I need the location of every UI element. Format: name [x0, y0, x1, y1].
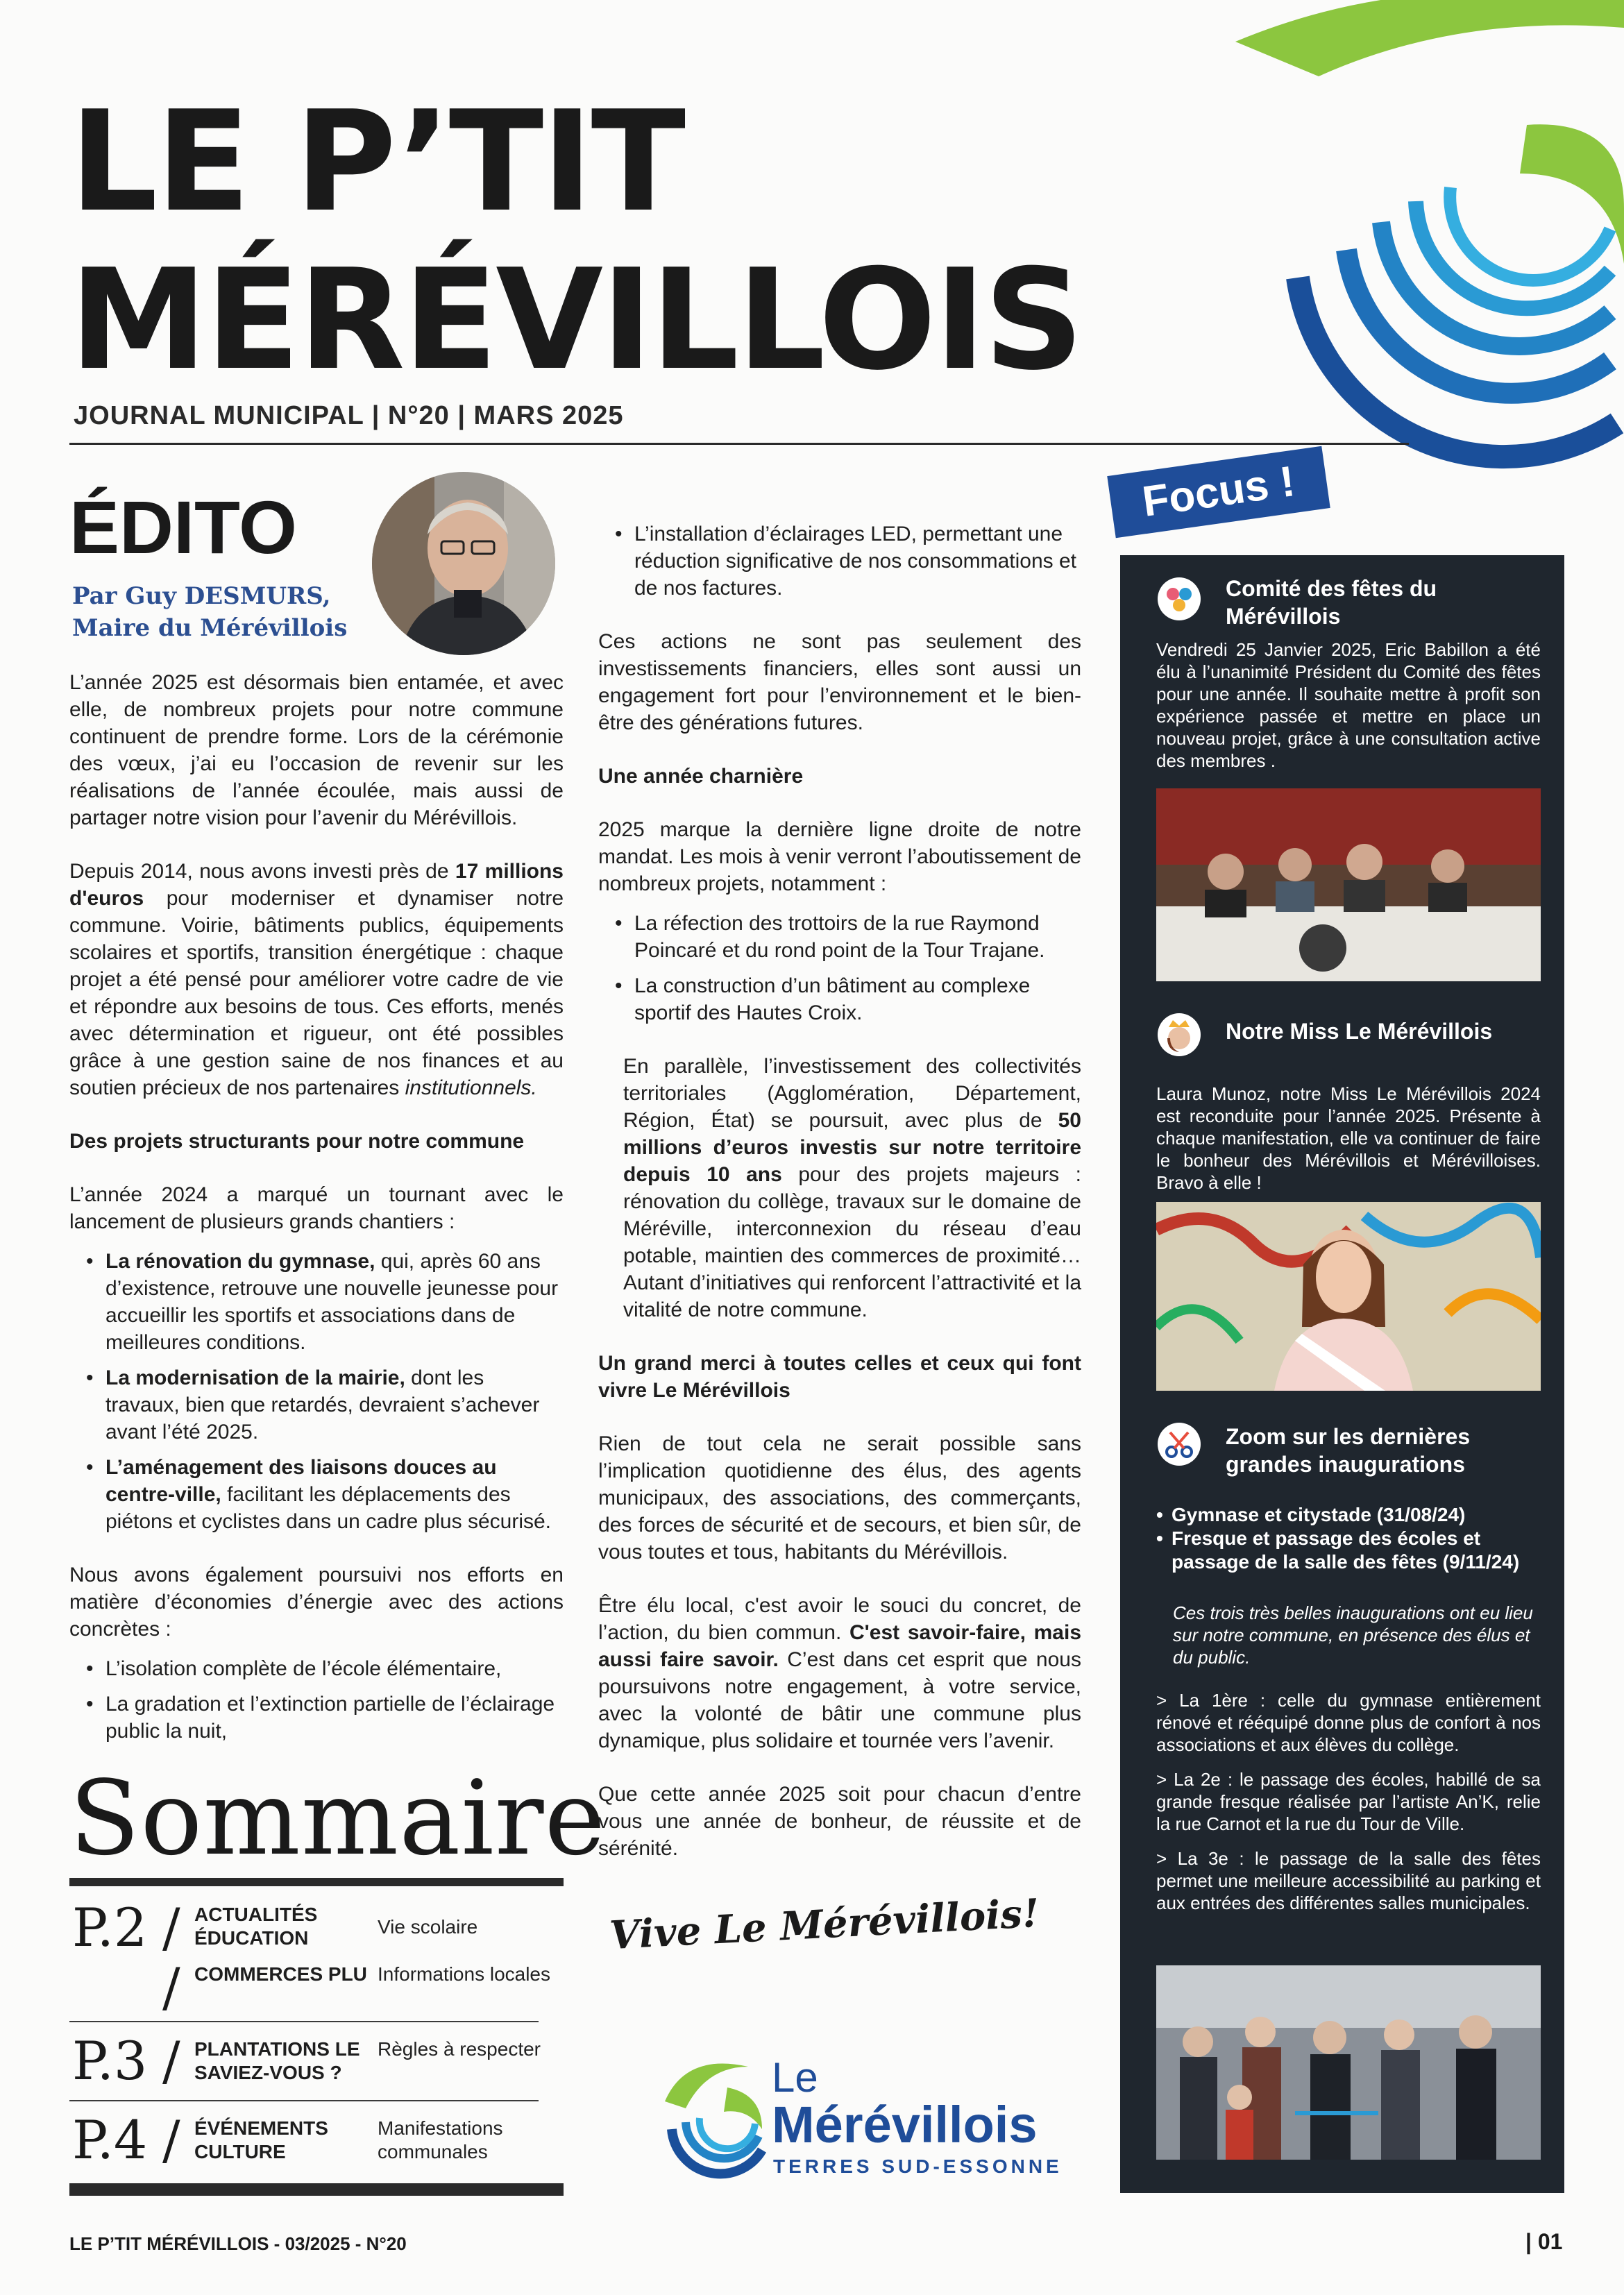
slash-glyph: / — [162, 2109, 180, 2171]
text-run: En parallèle, l’investissement des collectivités territoriales (Agglomération, Département, Région, État) se poursuit, avec plus de — [623, 1055, 1081, 1132]
slash-glyph: / — [162, 1897, 180, 1958]
italic-run: institutionnels. — [405, 1076, 537, 1099]
topic-label: Manifestations communales — [378, 2117, 503, 2162]
logo-tagline: TERRES SUD-ESSONNE — [773, 2156, 1063, 2177]
edito-paragraph: L’année 2024 a marqué un tournant avec le lancement de plusieurs grands chantiers : — [69, 1183, 564, 1233]
sommaire-bottom-bar — [69, 2183, 564, 2196]
masthead-title — [69, 83, 1180, 400]
edito-paragraph: Que cette année 2025 soit pour chacun d’entre vous une année de bonheur, de réussite et de sérénité. — [598, 1783, 1081, 1860]
edito-author — [72, 580, 350, 644]
edito-paragraph: L’année 2025 est désormais bien entamée, et avec elle, de nombreux projets pour notre commune continuent de prendre forme. Lors de la cérémonie des vœux, j’ai eu l’occasion de revenir sur les réalisations de l’année écoulée, mais aussi de partager notre vision pour l’avenir du Mérévillois. — [69, 671, 564, 829]
divider — [69, 2100, 539, 2101]
bold-run: La rénovation du gymnase, — [105, 1250, 375, 1273]
topic-label: Règles à respecter — [378, 2038, 541, 2060]
masthead-line-2: MÉRÉVILLOIS — [69, 239, 1082, 401]
zoom-details — [1156, 1689, 1541, 1926]
miss-text: Laura Munoz, notre Miss Le Mérévillois 2024 est reconduite pour l’année 2025. Présente à chaque manifestation, elle va continuer de faire le bonheur des Mérévillois et Mérévilloises. Bravo à elle ! — [1156, 1083, 1541, 1193]
edito-paragraph: 2025 marque la dernière ligne droite de notre mandat. Les mois à venir verront l’aboutissement de nombreux projets, notamment : — [598, 818, 1081, 895]
edito-paragraph — [598, 1592, 1081, 1754]
zoom-intro: Ces trois très belles inaugurations ont eu lieu sur notre commune, en présence des élus et du public. — [1173, 1602, 1533, 1668]
focus-tag: Focus ! — [1107, 446, 1330, 539]
category-label: ACTUALITÉS ÉDUCATION — [194, 1904, 318, 1949]
category-label: COMMERCES PLU — [194, 1963, 367, 1985]
sommaire-row-p3[interactable] — [69, 2030, 564, 2096]
category-label: ÉVÉNEMENTS CULTURE — [194, 2117, 328, 2162]
zoom-item: > La 1ère : celle du gymnase entièrement rénové et rééquipé donne plus de confort à nos associations et aux élèves du collège. — [1156, 1690, 1541, 1755]
commune-logo — [644, 2046, 1074, 2185]
edito-paragraph — [598, 1053, 1081, 1323]
energy-list-cont — [598, 520, 1081, 602]
page-number: P.2 — [72, 1897, 148, 1958]
text-run: qui, après 60 ans d’existence, retrouve une nouvelle jeunesse pour accueillir les sportifs et associations dans de meilleures conditions. — [105, 1250, 559, 1354]
edito-paragraph: Rien de tout cela ne serait possible sans l’implication quotidienne des élus, des agents municipaux, des associations, des commerçants, des forces de sécurité et de secours, et bien sûr, de vous toutes et tous, habitants du Mérévillois. — [598, 1432, 1081, 1564]
topic-label: Informations locales — [378, 1963, 551, 1985]
page-number: P.4 — [72, 2109, 148, 2171]
list-item: • L’installation d’éclairages LED, permettant une réduction significative de nos consommations et de nos factures. — [598, 520, 1081, 602]
logo-name: Mérévillois — [772, 2096, 1038, 2153]
edito-column-1 — [69, 669, 564, 1771]
text-run: C’est dans cet esprit que nous poursuivons notre engagement, à votre service, avec la volonté de bâtir une commune plus dynamique, plus solidaire et tournée vers l’avenir. — [598, 1648, 1081, 1752]
list-item: • La réfection des trottoirs de la rue Raymond Poincaré et du rond point de la Tour Trajane. — [598, 910, 1081, 964]
bold-run: La modernisation de la mairie, — [105, 1366, 405, 1389]
comite-photo — [1156, 788, 1541, 981]
comite-icon — [1158, 577, 1201, 620]
section-heading: Une année charnière — [598, 765, 804, 788]
sommaire-row-p2b[interactable] — [69, 1956, 564, 2022]
edito-title: ÉDITO — [69, 485, 298, 569]
project-list — [69, 1248, 564, 1535]
crown-icon — [1158, 1013, 1201, 1056]
logo-swirl-icon — [644, 2046, 783, 2185]
signature: Vive Le Mérévillois! — [608, 1890, 1041, 1959]
topic-label: Vie scolaire — [378, 1916, 478, 1938]
category-label: PLANTATIONS LE SAVIEZ-VOUS ? — [194, 2038, 360, 2083]
sommaire-row-p4[interactable] — [69, 2109, 564, 2175]
edito-paragraph: Ces actions ne sont pas seulement des investissements financiers, elles sont aussi un engagement fort pour l’environnement et le bien-être des générations futures. — [598, 630, 1081, 734]
scissors-icon — [1158, 1423, 1201, 1466]
edito-paragraph — [69, 858, 564, 1101]
slash-glyph: / — [162, 1956, 180, 2018]
zoom-item: > La 2e : le passage des écoles, habillé de sa grande fresque réalisée par l’artiste An’K, relie la rue Carnot et la rue du Tour de Ville. — [1156, 1769, 1541, 1834]
text-run: pour des projets majeurs : rénovation du collège, travaux sur le domaine de Méréville, interconnexion du réseau d’eau potable, maintien des commerces de proximité… Autant d’initiatives qui renforcent l’attractivité et la vitalité de notre commune. — [623, 1163, 1081, 1321]
bold-run: 17 millions d'euros — [69, 860, 564, 910]
text-run: facilitant les déplacements des piétons et cyclistes dans un cadre plus sécurisé. — [105, 1483, 551, 1533]
mayor-portrait — [372, 472, 555, 655]
text-run: Depuis 2014, nous avons investi près de — [69, 860, 455, 883]
focus-panel — [1120, 555, 1564, 2193]
list-item — [69, 1454, 564, 1535]
upcoming-list — [598, 910, 1081, 1026]
list-item — [69, 1248, 564, 1356]
bold-run: C'est savoir-faire, mais aussi faire savoir. — [598, 1621, 1082, 1671]
inauguration-photo — [1156, 1965, 1541, 2160]
bold-run: L’aménagement des liaisons douces au centre-ville, — [105, 1456, 497, 1506]
footer-title: LE P’TIT MÉRÉVILLOIS - 03/2025 - N°20 — [69, 2233, 407, 2254]
sommaire-top-bar — [69, 1878, 564, 1886]
bold-run: 50 millions d’euros investis sur notre territoire depuis 10 ans — [623, 1109, 1081, 1186]
list-item: • La gradation et l’extinction partielle de l’éclairage public la nuit, — [69, 1691, 564, 1745]
slash-glyph: / — [162, 2030, 180, 2092]
list-item — [69, 1364, 564, 1446]
logo-le: Le — [772, 2054, 818, 2101]
edito-paragraph: Nous avons également poursuivi nos efforts en matière d’économies d’énergie avec des actions concrètes : — [69, 1564, 564, 1641]
zoom-title: Zoom sur les dernières grandes inaugurations — [1226, 1424, 1471, 1477]
energy-list — [69, 1655, 564, 1745]
divider — [69, 2021, 539, 2022]
zoom-bullet-text: Gymnase et citystade (31/08/24) — [1172, 1504, 1466, 1525]
sommaire-title: Sommaire — [69, 1759, 607, 1878]
text-run: dont les travaux, bien que retardés, devraient s’achever avant l’été 2025. — [105, 1366, 540, 1443]
section-heading: Un grand merci à toutes celles et ceux qui font vivre Le Mérévillois — [598, 1352, 1081, 1402]
author-role: Maire du Mérévillois — [72, 614, 348, 642]
list-item: • Gymnase et citystade (31/08/24) — [1156, 1504, 1466, 1525]
list-item: • L’isolation complète de l’école élémentaire, — [69, 1655, 564, 1682]
zoom-list — [1156, 1503, 1545, 1574]
comite-title: Comité des fêtes du Mérévillois — [1226, 576, 1437, 629]
zoom-bullet-text: Fresque et passage des écoles et passage de la salle des fêtes (9/11/24) — [1172, 1527, 1520, 1573]
edito-column-2 — [598, 520, 1081, 1888]
text-run: Être élu local, c'est avoir le souci du concret, de l’action, du bien commun. — [598, 1594, 1081, 1644]
masthead-line-1: LE P’TIT — [69, 81, 684, 243]
list-item: • La construction d’un bâtiment au complexe sportif des Hautes Croix. — [598, 972, 1081, 1026]
miss-title: Notre Miss Le Mérévillois — [1226, 1019, 1493, 1044]
author-name: Par Guy DESMURS, — [72, 582, 331, 610]
comite-text: Vendredi 25 Janvier 2025, Eric Babillon a été élu à l’unanimité Président du Comité des fêtes pour une année. Il souhaite mettre à profit son expérience passée et mettre en place un nouveau projet, grâce à une consultation active des membres . — [1156, 639, 1541, 771]
text-run: pour moderniser et dynamiser notre commune. Voirie, bâtiments publics, équipements scolaires et sportifs, transition énergétique : chaque projet a été pensé pour améliorer votre cadre de vie et répondre aux besoins de tous. Ces efforts, menés avec détermination et rigueur, ont été possibles grâce à une gestion saine de nos finances et au soutien précieux de nos partenaires — [69, 887, 564, 1099]
footer-page-number: | 01 — [1525, 2229, 1563, 2254]
header-divider — [69, 443, 1409, 445]
zoom-item: > La 3e : le passage de la salle des fêtes permet une meilleure accessibilité au parking et aux entrées des différentes salles municipales. — [1156, 1848, 1541, 1913]
masthead-subtitle: JOURNAL MUNICIPAL | N°20 | MARS 2025 — [74, 401, 624, 430]
swirl-graphic — [1194, 0, 1624, 486]
miss-photo — [1156, 1202, 1541, 1391]
list-item: • Fresque et passage des écoles et passage de la salle des fêtes (9/11/24) — [1156, 1527, 1520, 1573]
page-number: P.3 — [72, 2030, 148, 2092]
section-heading: Des projets structurants pour notre commune — [69, 1130, 525, 1153]
